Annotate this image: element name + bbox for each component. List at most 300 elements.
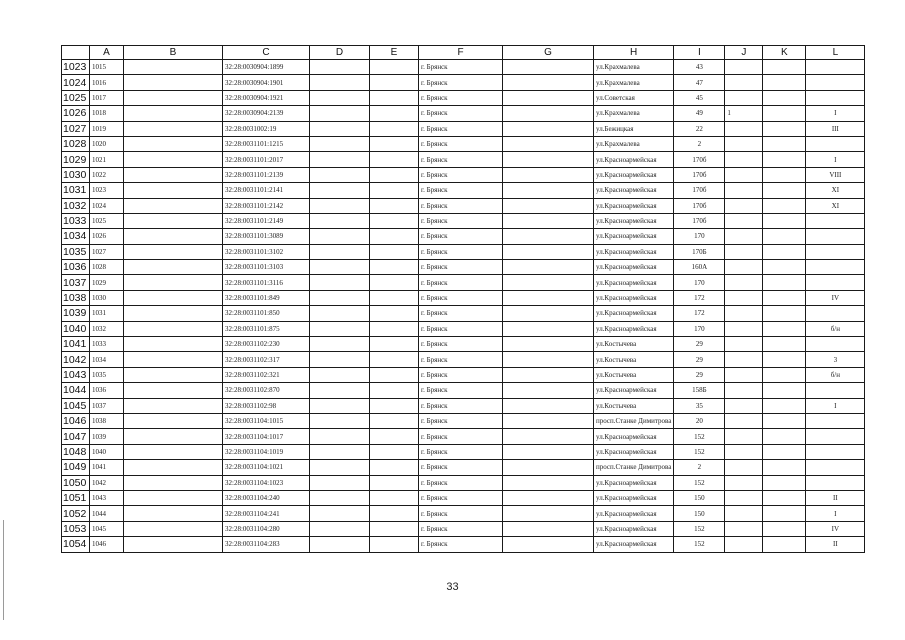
cell-h[interactable]: просп.Станке Димитрова: [594, 460, 674, 475]
cell-g[interactable]: [503, 121, 594, 136]
row-number-cell[interactable]: 1051: [62, 490, 90, 505]
cell-h[interactable]: ул.Костычева: [594, 337, 674, 352]
cell-l[interactable]: [806, 383, 865, 398]
cell-f[interactable]: г. Брянск: [419, 506, 503, 521]
cell-k[interactable]: [763, 490, 806, 505]
cell-i[interactable]: 152: [674, 444, 725, 459]
cell-a[interactable]: 1021: [90, 152, 124, 167]
cell-f[interactable]: г. Брянск: [419, 60, 503, 75]
cell-a[interactable]: 1027: [90, 244, 124, 259]
cell-l[interactable]: I: [806, 398, 865, 413]
cell-i[interactable]: 160А: [674, 260, 725, 275]
cell-h[interactable]: ул.Красноармейская: [594, 183, 674, 198]
cell-b[interactable]: [124, 306, 223, 321]
cell-d[interactable]: [310, 413, 370, 428]
cell-f[interactable]: г. Брянск: [419, 198, 503, 213]
cell-j[interactable]: [725, 290, 763, 305]
cell-f[interactable]: г. Брянск: [419, 475, 503, 490]
cell-h[interactable]: ул.Красноармейская: [594, 475, 674, 490]
cell-c[interactable]: 32:28:0030904:2139: [223, 106, 310, 121]
cell-k[interactable]: [763, 260, 806, 275]
cell-i[interactable]: 152: [674, 429, 725, 444]
cell-i[interactable]: 152: [674, 521, 725, 536]
cell-d[interactable]: [310, 352, 370, 367]
cell-i[interactable]: 170б: [674, 152, 725, 167]
cell-j[interactable]: [725, 537, 763, 552]
cell-a[interactable]: 1046: [90, 537, 124, 552]
cell-h[interactable]: ул.Красноармейская: [594, 537, 674, 552]
cell-j[interactable]: [725, 198, 763, 213]
cell-b[interactable]: [124, 60, 223, 75]
cell-a[interactable]: 1022: [90, 167, 124, 182]
cell-h[interactable]: ул.Красноармейская: [594, 213, 674, 228]
cell-a[interactable]: 1018: [90, 106, 124, 121]
cell-f[interactable]: г. Брянск: [419, 183, 503, 198]
cell-i[interactable]: 43: [674, 60, 725, 75]
column-header-j[interactable]: J: [725, 46, 763, 60]
cell-a[interactable]: 1044: [90, 506, 124, 521]
cell-h[interactable]: ул.Красноармейская: [594, 306, 674, 321]
cell-e[interactable]: [370, 121, 419, 136]
cell-j[interactable]: [725, 229, 763, 244]
cell-e[interactable]: [370, 260, 419, 275]
cell-j[interactable]: [725, 183, 763, 198]
cell-c[interactable]: 32:28:0031102:321: [223, 367, 310, 382]
column-header-e[interactable]: E: [370, 46, 419, 60]
cell-k[interactable]: [763, 90, 806, 105]
cell-e[interactable]: [370, 460, 419, 475]
cell-k[interactable]: [763, 352, 806, 367]
cell-i[interactable]: 152: [674, 475, 725, 490]
cell-g[interactable]: [503, 167, 594, 182]
cell-b[interactable]: [124, 383, 223, 398]
cell-h[interactable]: ул.Костычева: [594, 352, 674, 367]
cell-f[interactable]: г. Брянск: [419, 398, 503, 413]
cell-h[interactable]: ул.Красноармейская: [594, 260, 674, 275]
cell-b[interactable]: [124, 275, 223, 290]
cell-f[interactable]: г. Брянск: [419, 337, 503, 352]
cell-d[interactable]: [310, 183, 370, 198]
cell-k[interactable]: [763, 75, 806, 90]
cell-f[interactable]: г. Брянск: [419, 136, 503, 151]
cell-j[interactable]: [725, 321, 763, 336]
cell-i[interactable]: 170: [674, 275, 725, 290]
cell-h[interactable]: ул.Красноармейская: [594, 167, 674, 182]
cell-i[interactable]: 20: [674, 413, 725, 428]
cell-k[interactable]: [763, 506, 806, 521]
cell-l[interactable]: II: [806, 537, 865, 552]
cell-e[interactable]: [370, 413, 419, 428]
row-number-cell[interactable]: 1024: [62, 75, 90, 90]
row-number-cell[interactable]: 1030: [62, 167, 90, 182]
cell-f[interactable]: г. Брянск: [419, 537, 503, 552]
cell-f[interactable]: г. Брянск: [419, 121, 503, 136]
row-number-cell[interactable]: 1054: [62, 537, 90, 552]
cell-f[interactable]: г. Брянск: [419, 290, 503, 305]
cell-i[interactable]: 170б: [674, 167, 725, 182]
cell-j[interactable]: [725, 60, 763, 75]
cell-l[interactable]: [806, 244, 865, 259]
cell-i[interactable]: 170: [674, 321, 725, 336]
cell-e[interactable]: [370, 367, 419, 382]
cell-i[interactable]: 29: [674, 367, 725, 382]
cell-c[interactable]: 32:28:0031102:98: [223, 398, 310, 413]
cell-e[interactable]: [370, 321, 419, 336]
cell-c[interactable]: 32:28:0031101:2149: [223, 213, 310, 228]
row-number-cell[interactable]: 1040: [62, 321, 90, 336]
cell-f[interactable]: г. Брянск: [419, 367, 503, 382]
cell-f[interactable]: г. Брянск: [419, 244, 503, 259]
cell-g[interactable]: [503, 183, 594, 198]
cell-e[interactable]: [370, 152, 419, 167]
cell-k[interactable]: [763, 460, 806, 475]
cell-b[interactable]: [124, 90, 223, 105]
cell-d[interactable]: [310, 60, 370, 75]
cell-j[interactable]: [725, 506, 763, 521]
cell-a[interactable]: 1035: [90, 367, 124, 382]
row-number-cell[interactable]: 1038: [62, 290, 90, 305]
cell-g[interactable]: [503, 106, 594, 121]
cell-f[interactable]: г. Брянск: [419, 444, 503, 459]
cell-a[interactable]: 1040: [90, 444, 124, 459]
cell-i[interactable]: 150: [674, 490, 725, 505]
cell-c[interactable]: 32:28:0031101:2142: [223, 198, 310, 213]
cell-g[interactable]: [503, 367, 594, 382]
cell-d[interactable]: [310, 106, 370, 121]
cell-g[interactable]: [503, 521, 594, 536]
cell-e[interactable]: [370, 275, 419, 290]
cell-l[interactable]: IV: [806, 521, 865, 536]
cell-i[interactable]: 49: [674, 106, 725, 121]
cell-f[interactable]: г. Брянск: [419, 521, 503, 536]
cell-l[interactable]: I: [806, 506, 865, 521]
cell-b[interactable]: [124, 290, 223, 305]
cell-e[interactable]: [370, 290, 419, 305]
cell-k[interactable]: [763, 398, 806, 413]
cell-c[interactable]: 32:28:0031102:317: [223, 352, 310, 367]
cell-a[interactable]: 1031: [90, 306, 124, 321]
cell-c[interactable]: 32:28:0031104:1017: [223, 429, 310, 444]
cell-g[interactable]: [503, 537, 594, 552]
cell-h[interactable]: ул.Советская: [594, 90, 674, 105]
cell-d[interactable]: [310, 490, 370, 505]
cell-b[interactable]: [124, 260, 223, 275]
row-number-cell[interactable]: 1026: [62, 106, 90, 121]
cell-a[interactable]: 1028: [90, 260, 124, 275]
cell-d[interactable]: [310, 429, 370, 444]
cell-i[interactable]: 29: [674, 352, 725, 367]
cell-l[interactable]: [806, 136, 865, 151]
cell-f[interactable]: г. Брянск: [419, 106, 503, 121]
cell-c[interactable]: 32:28:0030904:1921: [223, 90, 310, 105]
cell-i[interactable]: 170Б: [674, 244, 725, 259]
cell-b[interactable]: [124, 352, 223, 367]
cell-g[interactable]: [503, 490, 594, 505]
cell-a[interactable]: 1042: [90, 475, 124, 490]
cell-c[interactable]: 32:28:0031104:241: [223, 506, 310, 521]
cell-h[interactable]: ул.Красноармейская: [594, 229, 674, 244]
cell-l[interactable]: [806, 337, 865, 352]
cell-h[interactable]: ул.Крахмалева: [594, 106, 674, 121]
cell-a[interactable]: 1029: [90, 275, 124, 290]
cell-a[interactable]: 1030: [90, 290, 124, 305]
cell-d[interactable]: [310, 367, 370, 382]
cell-j[interactable]: [725, 275, 763, 290]
cell-l[interactable]: II: [806, 490, 865, 505]
cell-b[interactable]: [124, 337, 223, 352]
cell-b[interactable]: [124, 213, 223, 228]
cell-d[interactable]: [310, 275, 370, 290]
cell-l[interactable]: [806, 444, 865, 459]
cell-a[interactable]: 1026: [90, 229, 124, 244]
cell-d[interactable]: [310, 444, 370, 459]
cell-d[interactable]: [310, 136, 370, 151]
cell-c[interactable]: 32:28:0031102:230: [223, 337, 310, 352]
cell-c[interactable]: 32:28:0031101:3116: [223, 275, 310, 290]
cell-d[interactable]: [310, 475, 370, 490]
cell-e[interactable]: [370, 244, 419, 259]
cell-d[interactable]: [310, 152, 370, 167]
cell-l[interactable]: IV: [806, 290, 865, 305]
cell-d[interactable]: [310, 506, 370, 521]
column-header-d[interactable]: D: [310, 46, 370, 60]
cell-h[interactable]: ул.Красноармейская: [594, 321, 674, 336]
cell-g[interactable]: [503, 383, 594, 398]
cell-a[interactable]: 1025: [90, 213, 124, 228]
cell-i[interactable]: 170б: [674, 213, 725, 228]
cell-b[interactable]: [124, 475, 223, 490]
cell-g[interactable]: [503, 321, 594, 336]
row-number-cell[interactable]: 1042: [62, 352, 90, 367]
cell-k[interactable]: [763, 306, 806, 321]
cell-h[interactable]: ул.Костычева: [594, 398, 674, 413]
row-number-cell[interactable]: 1053: [62, 521, 90, 536]
cell-d[interactable]: [310, 121, 370, 136]
cell-g[interactable]: [503, 198, 594, 213]
row-number-cell[interactable]: 1023: [62, 60, 90, 75]
cell-h[interactable]: ул.Красноармейская: [594, 275, 674, 290]
cell-h[interactable]: ул.Костычева: [594, 367, 674, 382]
cell-l[interactable]: б/н: [806, 367, 865, 382]
cell-c[interactable]: 32:28:0031101:3103: [223, 260, 310, 275]
cell-f[interactable]: г. Брянск: [419, 321, 503, 336]
cell-h[interactable]: ул.Красноармейская: [594, 506, 674, 521]
cell-l[interactable]: [806, 413, 865, 428]
cell-g[interactable]: [503, 260, 594, 275]
cell-g[interactable]: [503, 244, 594, 259]
cell-f[interactable]: г. Брянск: [419, 167, 503, 182]
cell-c[interactable]: 32:28:0031101:3089: [223, 229, 310, 244]
cell-b[interactable]: [124, 537, 223, 552]
cell-f[interactable]: г. Брянск: [419, 490, 503, 505]
cell-d[interactable]: [310, 398, 370, 413]
cell-f[interactable]: г. Брянск: [419, 75, 503, 90]
column-header-f[interactable]: F: [419, 46, 503, 60]
row-number-cell[interactable]: 1027: [62, 121, 90, 136]
cell-j[interactable]: [725, 213, 763, 228]
cell-j[interactable]: [725, 337, 763, 352]
cell-h[interactable]: ул.Бежицкая: [594, 121, 674, 136]
cell-e[interactable]: [370, 306, 419, 321]
cell-i[interactable]: 170б: [674, 183, 725, 198]
cell-c[interactable]: 32:28:0031102:870: [223, 383, 310, 398]
cell-l[interactable]: I: [806, 152, 865, 167]
cell-b[interactable]: [124, 460, 223, 475]
cell-g[interactable]: [503, 75, 594, 90]
cell-e[interactable]: [370, 75, 419, 90]
row-number-cell[interactable]: 1050: [62, 475, 90, 490]
cell-l[interactable]: 3: [806, 352, 865, 367]
cell-e[interactable]: [370, 198, 419, 213]
cell-h[interactable]: ул.Красноармейская: [594, 521, 674, 536]
cell-c[interactable]: 32:28:0031104:1019: [223, 444, 310, 459]
cell-d[interactable]: [310, 75, 370, 90]
cell-k[interactable]: [763, 213, 806, 228]
cell-k[interactable]: [763, 229, 806, 244]
cell-c[interactable]: 32:28:0031101:875: [223, 321, 310, 336]
cell-h[interactable]: ул.Крахмалева: [594, 136, 674, 151]
cell-c[interactable]: 32:28:0031104:1015: [223, 413, 310, 428]
cell-h[interactable]: ул.Красноармейская: [594, 152, 674, 167]
cell-l[interactable]: [806, 90, 865, 105]
cell-c[interactable]: 32:28:0031101:2017: [223, 152, 310, 167]
cell-k[interactable]: [763, 136, 806, 151]
cell-b[interactable]: [124, 229, 223, 244]
cell-e[interactable]: [370, 429, 419, 444]
cell-j[interactable]: [725, 75, 763, 90]
cell-g[interactable]: [503, 506, 594, 521]
cell-d[interactable]: [310, 260, 370, 275]
cell-i[interactable]: 45: [674, 90, 725, 105]
cell-l[interactable]: б/н: [806, 321, 865, 336]
cell-i[interactable]: 29: [674, 337, 725, 352]
cell-b[interactable]: [124, 75, 223, 90]
cell-g[interactable]: [503, 290, 594, 305]
row-number-cell[interactable]: 1025: [62, 90, 90, 105]
cell-k[interactable]: [763, 152, 806, 167]
cell-e[interactable]: [370, 537, 419, 552]
cell-l[interactable]: XI: [806, 198, 865, 213]
cell-c[interactable]: 32:28:0031104:1023: [223, 475, 310, 490]
cell-a[interactable]: 1017: [90, 90, 124, 105]
cell-d[interactable]: [310, 337, 370, 352]
cell-a[interactable]: 1033: [90, 337, 124, 352]
cell-a[interactable]: 1016: [90, 75, 124, 90]
cell-i[interactable]: 2: [674, 136, 725, 151]
cell-d[interactable]: [310, 521, 370, 536]
cell-k[interactable]: [763, 60, 806, 75]
cell-f[interactable]: г. Брянск: [419, 152, 503, 167]
cell-i[interactable]: 170: [674, 229, 725, 244]
cell-g[interactable]: [503, 136, 594, 151]
cell-d[interactable]: [310, 244, 370, 259]
cell-l[interactable]: I: [806, 106, 865, 121]
cell-l[interactable]: [806, 60, 865, 75]
cell-f[interactable]: г. Брянск: [419, 352, 503, 367]
cell-i[interactable]: 2: [674, 460, 725, 475]
cell-e[interactable]: [370, 136, 419, 151]
cell-c[interactable]: 32:28:0031104:1021: [223, 460, 310, 475]
cell-c[interactable]: 32:28:0031101:849: [223, 290, 310, 305]
cell-k[interactable]: [763, 413, 806, 428]
row-number-cell[interactable]: 1028: [62, 136, 90, 151]
cell-g[interactable]: [503, 90, 594, 105]
row-number-cell[interactable]: 1047: [62, 429, 90, 444]
cell-b[interactable]: [124, 244, 223, 259]
cell-i[interactable]: 158Б: [674, 383, 725, 398]
cell-k[interactable]: [763, 475, 806, 490]
cell-d[interactable]: [310, 321, 370, 336]
cell-d[interactable]: [310, 167, 370, 182]
cell-l[interactable]: [806, 475, 865, 490]
cell-f[interactable]: г. Брянск: [419, 429, 503, 444]
cell-b[interactable]: [124, 198, 223, 213]
cell-g[interactable]: [503, 275, 594, 290]
cell-k[interactable]: [763, 183, 806, 198]
cell-h[interactable]: ул.Красноармейская: [594, 444, 674, 459]
cell-d[interactable]: [310, 306, 370, 321]
cell-k[interactable]: [763, 167, 806, 182]
cell-j[interactable]: [725, 90, 763, 105]
cell-l[interactable]: [806, 229, 865, 244]
cell-j[interactable]: [725, 521, 763, 536]
cell-g[interactable]: [503, 213, 594, 228]
row-number-cell[interactable]: 1041: [62, 337, 90, 352]
cell-a[interactable]: 1024: [90, 198, 124, 213]
column-header-g[interactable]: G: [503, 46, 594, 60]
cell-b[interactable]: [124, 506, 223, 521]
cell-j[interactable]: 1: [725, 106, 763, 121]
cell-b[interactable]: [124, 183, 223, 198]
cell-k[interactable]: [763, 337, 806, 352]
cell-d[interactable]: [310, 460, 370, 475]
cell-e[interactable]: [370, 398, 419, 413]
cell-c[interactable]: 32:28:0030904:1899: [223, 60, 310, 75]
cell-j[interactable]: [725, 413, 763, 428]
cell-k[interactable]: [763, 429, 806, 444]
row-number-cell[interactable]: 1052: [62, 506, 90, 521]
cell-j[interactable]: [725, 352, 763, 367]
column-header-l[interactable]: L: [806, 46, 865, 60]
cell-f[interactable]: г. Брянск: [419, 306, 503, 321]
cell-e[interactable]: [370, 475, 419, 490]
cell-k[interactable]: [763, 444, 806, 459]
cell-a[interactable]: 1015: [90, 60, 124, 75]
row-number-cell[interactable]: 1039: [62, 306, 90, 321]
row-number-cell[interactable]: 1034: [62, 229, 90, 244]
row-number-cell[interactable]: 1048: [62, 444, 90, 459]
cell-e[interactable]: [370, 506, 419, 521]
cell-a[interactable]: 1045: [90, 521, 124, 536]
cell-i[interactable]: 172: [674, 306, 725, 321]
cell-h[interactable]: ул.Крахмалева: [594, 60, 674, 75]
cell-e[interactable]: [370, 183, 419, 198]
cell-g[interactable]: [503, 460, 594, 475]
cell-j[interactable]: [725, 121, 763, 136]
cell-e[interactable]: [370, 521, 419, 536]
row-number-cell[interactable]: 1032: [62, 198, 90, 213]
cell-f[interactable]: г. Брянск: [419, 260, 503, 275]
cell-a[interactable]: 1019: [90, 121, 124, 136]
cell-c[interactable]: 32:28:0031002:19: [223, 121, 310, 136]
cell-k[interactable]: [763, 321, 806, 336]
cell-e[interactable]: [370, 60, 419, 75]
cell-c[interactable]: 32:28:0031101:1215: [223, 136, 310, 151]
row-number-cell[interactable]: 1029: [62, 152, 90, 167]
cell-k[interactable]: [763, 121, 806, 136]
cell-k[interactable]: [763, 383, 806, 398]
column-header-k[interactable]: K: [763, 46, 806, 60]
